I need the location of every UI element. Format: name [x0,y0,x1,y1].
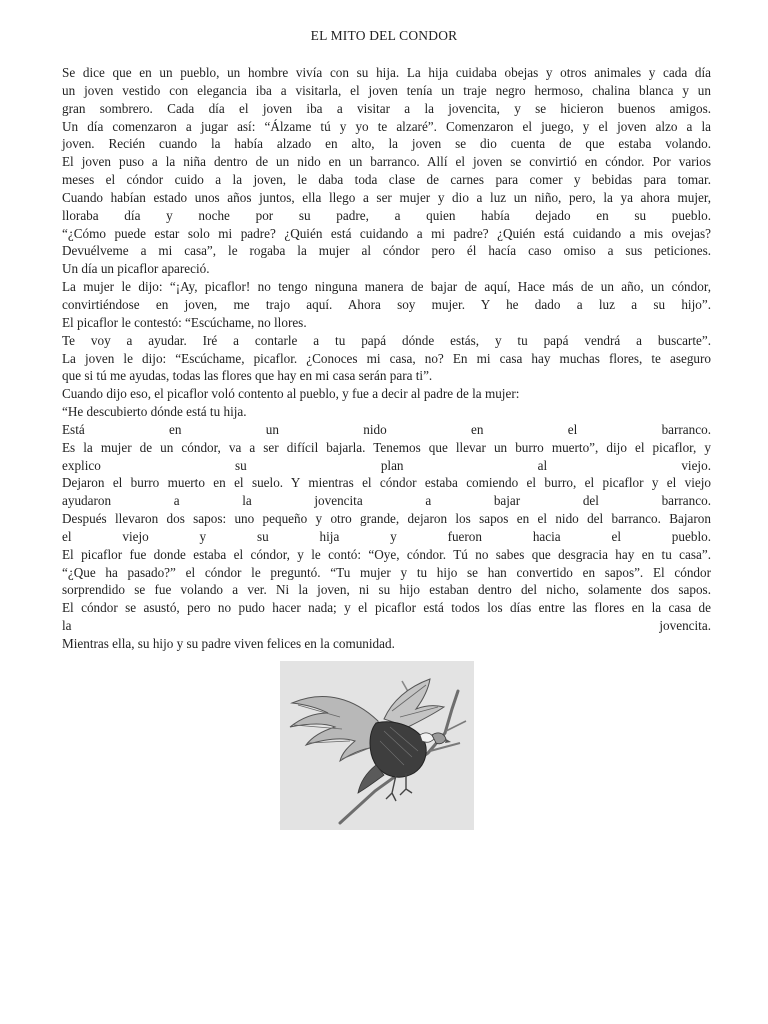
text-line: ayudaron a la jovencita a bajar del barranco. [62,493,711,509]
text-line: un joven vestido con elegancia iba a visitarla, el joven tenía un traje negro hermoso, chalina blanca y un [62,82,711,98]
text-line: El picaflor le contestó: “Escúchame, no llores. [62,314,307,330]
text-line: “¿Cómo puede estar solo mi padre? ¿Quién está cuidando a mi padre? ¿Quién está cuidando a mis ovejas? [62,225,711,241]
document-body [62,64,711,653]
condor-drawing-icon [280,661,474,830]
text-line: explico su plan al viejo. [62,457,711,473]
text-line: convirtiéndose en joven, me trajo aquí. Ahora soy mujer. Y he dado a luz a su hijo”. [62,296,711,312]
document-title: EL MITO DEL CONDOR [310,28,458,43]
text-line: el viejo y su hija y fueron hacia el pueblo. [62,528,711,544]
text-line: joven. Recién cuando la había alzado en alto, la joven se dio cuenta de que estaba volando. [62,136,711,152]
text-line: La joven le dijo: “Escúchame, picaflor. ¿Conoces mi casa, no? En mi casa hay muchas flores, te aseguro [62,350,711,366]
text-line: Te voy a ayudar. Iré a contarle a tu papá dónde estás, y tu papá vendrá a buscarte”. [62,332,711,348]
text-line: Un día comenzaron a jugar así: “Álzame tú y yo te alzaré”. Comenzaron el juego, y el joven alzo a la [62,118,711,134]
text-line: Está en un nido en el barranco. [62,421,711,437]
text-line: Un día un picaflor apareció. [62,261,210,277]
text-line: la jovencita. [62,618,711,634]
text-line: sorprendido se fue volando a ver. Ni la joven, ni su hijo estaban dentro del nicho, solamente dos sapos. [62,582,711,598]
text-line: Se dice que en un pueblo, un hombre vivía con su hija. La hija cuidaba obejas y otros animales y cada día [62,65,711,80]
text-line: Después llevaron dos sapos: uno pequeño y otro grande, dejaron los sapos en el nido del barranco. Bajaron [62,511,711,527]
text-line: Cuando habían estado unos años juntos, ella llego a ser mujer y dio a luz un niño, pero, la ya ahora mujer, [62,189,711,205]
text-line: gran sombrero. Cada día el joven iba a visitar a la jovencita, y se hicieron buenos amigos. [62,100,711,116]
text-line: “¿Que ha pasado?” el cóndor le preguntó. “Tu mujer y tu hijo se han convertido en sapos”. El cóndor [62,564,711,580]
text-line: “He descubierto dónde está tu hija. [62,404,247,420]
text-line: Mientras ella, su hijo y su padre viven felices en la comunidad. [62,636,395,651]
condor-illustration [280,661,474,830]
text-line: Es la mujer de un cóndor, va a ser difícil bajarla. Tenemos que llevar un burro muerto”, dijo el picaflor, y [62,439,711,455]
text-line: que si tú me ayudas, todas las flores que hay en mi casa serán para ti”. [62,368,433,384]
text-line: Cuando dijo eso, el picaflor voló contento al pueblo, y fue a decir al padre de la mujer: [62,386,520,402]
text-line: El joven puso a la niña dentro de un nido en un barranco. Allí el joven se convirtió en cóndor. Por varios [62,154,711,170]
text-line: La mujer le dijo: “¡Ay, picaflor! no tengo ninguna manera de bajar de aquí, Hace más de un año, un cóndor, [62,279,711,295]
text-line: Dejaron el burro muerto en el suelo. Y mientras el cóndor estaba comiendo el burro, el picaflor y el viejo [62,475,711,491]
text-line: Devuélveme a mi casa”, le rogaba la mujer al cóndor pero él hacía caso omiso a sus peticiones. [62,243,711,259]
text-line: meses el cóndor cuido a la joven, le daba toda clase de carnes para comer y bebidas para tomar. [62,172,711,188]
text-line: El picaflor fue donde estaba el cóndor, y le contó: “Oye, cóndor. Tú no sabes que desgracia hay en tu casa”. [62,546,711,562]
text-line: El cóndor se asustó, pero no pudo hacer nada; y el picaflor está todos los días entre las flores en la casa de [62,600,711,616]
text-line: lloraba día y noche por su padre, a quien había dejado en su pueblo. [62,207,711,223]
